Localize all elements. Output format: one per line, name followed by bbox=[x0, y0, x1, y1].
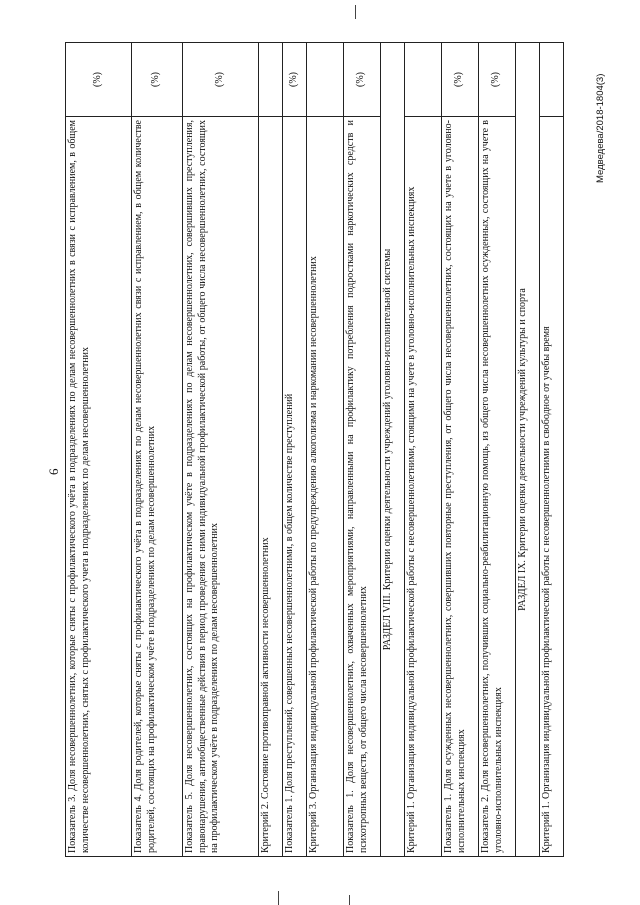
row-unit bbox=[405, 43, 442, 117]
table-row bbox=[381, 43, 405, 857]
table-row bbox=[183, 43, 259, 857]
row-text: Показатель 4. Доля родителей, которые сняты с профилактического учёта в подразделениях по делам несовершеннолетних связи с исправлением, в общем количестве родителей, состоящих на профилактическом учёте в подразделениях по делам несовершеннолетних bbox=[132, 117, 183, 857]
table-row bbox=[132, 43, 183, 857]
table-row bbox=[344, 43, 381, 857]
row-unit bbox=[540, 43, 564, 117]
row-text: Критерий 1. Организация индивидуальной профилактической работы с несовершеннолетними, стоящими на учете в уголовно-исполнительных инспекциях bbox=[405, 117, 442, 857]
table-row bbox=[516, 43, 540, 857]
table-row bbox=[259, 43, 283, 857]
table-row bbox=[66, 43, 132, 857]
row-unit: (%) bbox=[283, 43, 307, 117]
row-text: Критерий 2. Состояние противоправной активности несовершеннолетних bbox=[259, 117, 283, 857]
table-row bbox=[307, 43, 344, 857]
row-text: Критерий 1. Организация индивидуальной профилактической работы с несовершеннолетними в свободное от учебы время bbox=[540, 117, 564, 857]
row-unit bbox=[307, 43, 344, 117]
row-unit bbox=[259, 43, 283, 117]
section-heading: РАЗДЕЛ IX. Критерии оценки деятельности учреждений культуры и спорта bbox=[516, 43, 540, 857]
row-unit: (%) bbox=[344, 43, 381, 117]
section-heading: РАЗДЕЛ VIII. Критерии оценки деятельности учреждений уголовно-исполнительной системы bbox=[381, 43, 405, 857]
row-unit: (%) bbox=[183, 43, 259, 117]
table-row bbox=[283, 43, 307, 857]
row-text: Показатель 1. Доля преступлений, совершенных несовершеннолетними, в общем количестве преступлений bbox=[283, 117, 307, 857]
row-unit: (%) bbox=[442, 43, 479, 117]
document-id-stamp: Медведева/2018-1804(3) bbox=[595, 73, 606, 183]
table-row bbox=[540, 43, 564, 857]
row-text: Показатель 3. Доля несовершеннолетних, которые сняты с профилактического учёта в подразделениях по делам несовершеннолетних в связи с исправлением, в общем количестве несовершеннолетних, снятых с профилактического учета в подразделениях по делам несовершеннолетних bbox=[66, 117, 132, 857]
row-unit: (%) bbox=[479, 43, 516, 117]
table-row bbox=[442, 43, 479, 857]
row-text: Критерий 3. Организация индивидуальной профилактической работы по предупреждению алкоголизма и наркомании несовершеннолетних bbox=[307, 117, 344, 857]
table-row bbox=[405, 43, 442, 857]
scan-mark bbox=[355, 5, 356, 19]
row-text: Показатель 1. Доля осужденных несовершеннолетних, совершивших повторные преступления, от общего числа несовершеннолетних, состоящих на учете в уголовно-исполнительных инспекциях bbox=[442, 117, 479, 857]
row-text: Показатель 5. Доля несовершеннолетних, состоящих на профилактическом учёте в подразделениях по делам несовершеннолетних, совершивших преступления, правонарушения, антиобщественные действия в период проведения с ними индивидуальной профилактической работы, от общего числа несовершеннолетних, состоящих на профилактическом учёте в подразделениях по делам несовершеннолетних bbox=[183, 117, 259, 857]
row-unit: (%) bbox=[66, 43, 132, 117]
row-unit: (%) bbox=[132, 43, 183, 117]
scan-mark bbox=[278, 891, 279, 905]
row-text: Показатель 2. Доля несовершеннолетних, получивших социально-реабилитационную помощь, из общего числа несовершеннолетних осужденных, состоящих на учете в уголовно-исполнительных инспекциях bbox=[479, 117, 516, 857]
scan-mark bbox=[349, 895, 350, 905]
criteria-table bbox=[65, 42, 564, 857]
table-row bbox=[479, 43, 516, 857]
page-number: 6 bbox=[46, 468, 61, 475]
row-text: Показатель 1. Доля несовершеннолетних, охваченных мероприятиями, направленными на профилактику потребления подростками наркотических средств и психотропных веществ, от общего числа несовершеннолетних bbox=[344, 117, 381, 857]
